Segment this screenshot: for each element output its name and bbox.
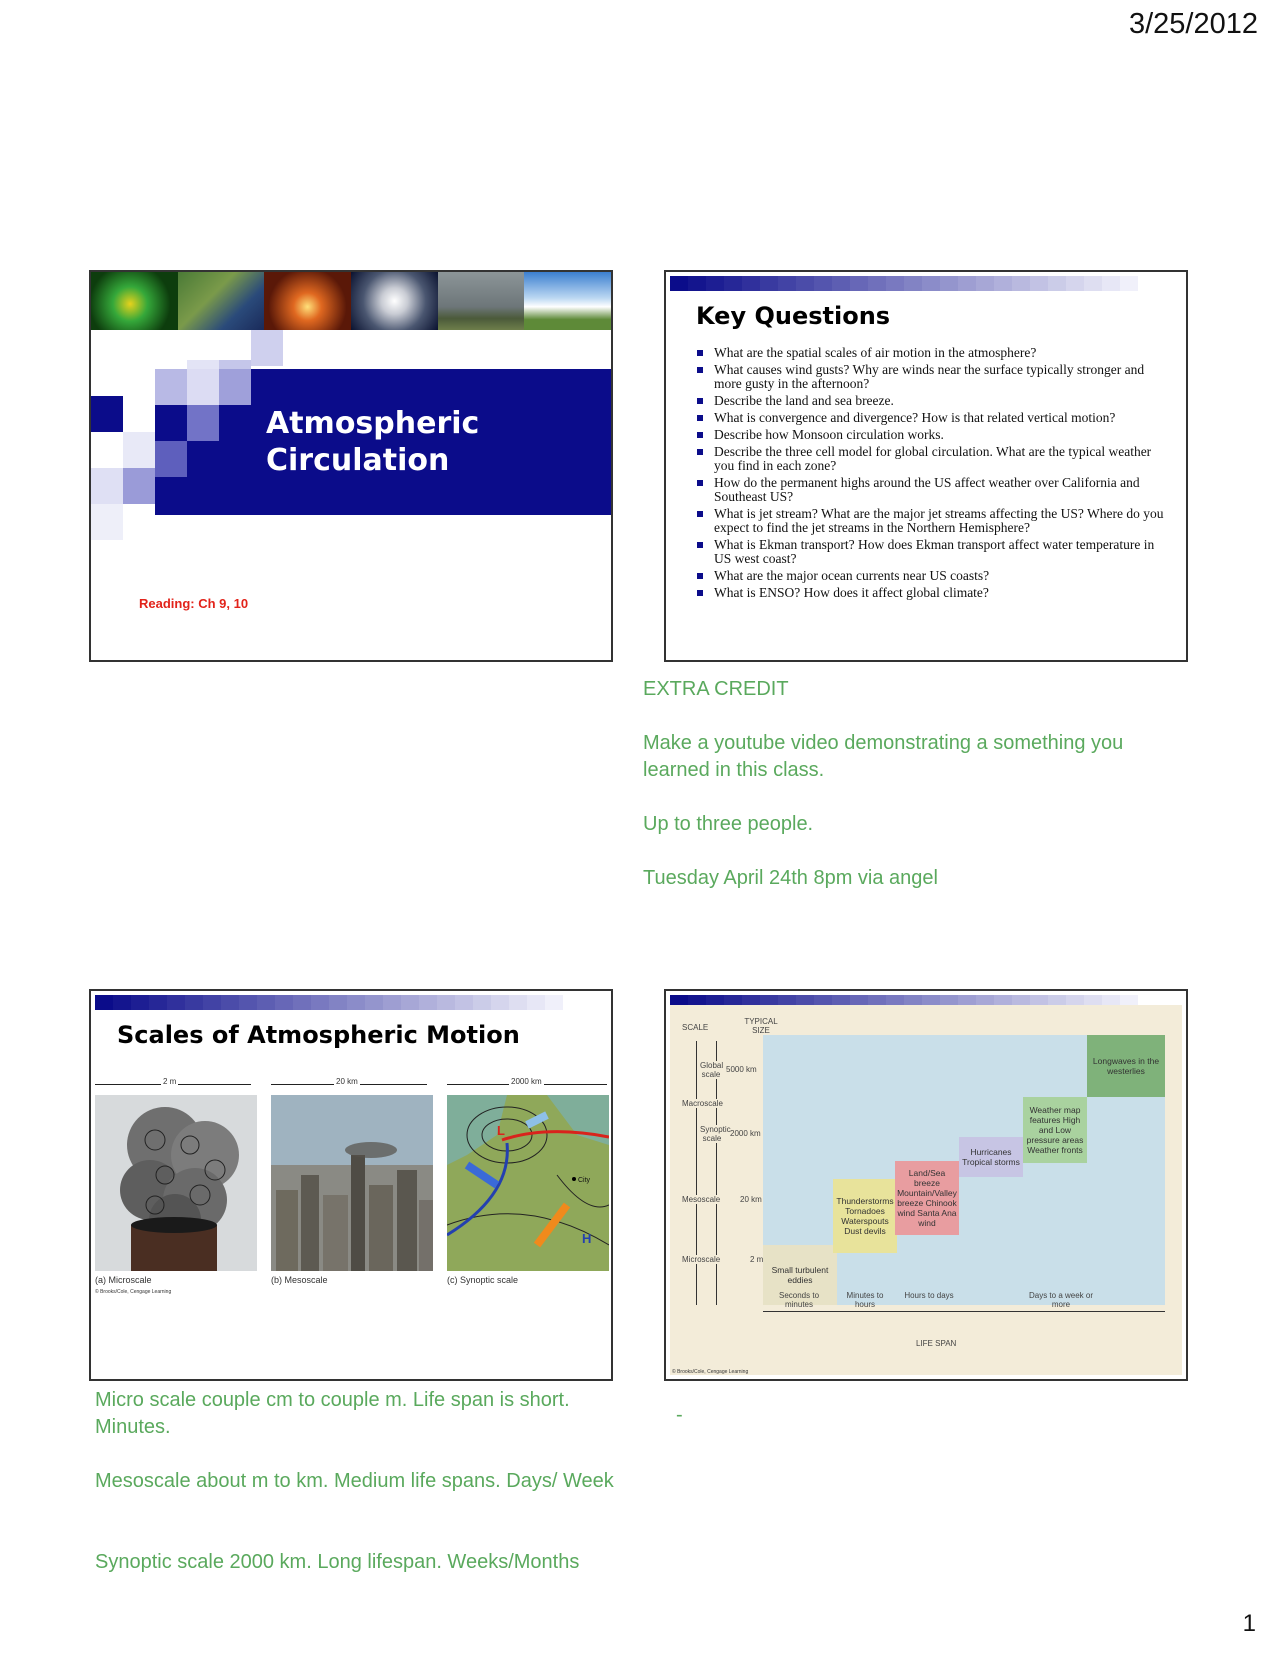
panel-caption: (a) Microscale (95, 1275, 152, 1285)
header-bar-segment (95, 995, 113, 1010)
radar-image (91, 272, 178, 330)
reading-text: Reading: Ch 9, 10 (139, 596, 249, 611)
slide-key-questions (664, 270, 1188, 662)
chart-box-small-eddies: Small turbulent eddies (763, 1245, 837, 1305)
row-label: Microscale (682, 1255, 721, 1264)
header-bar-segment (203, 995, 221, 1010)
map-city-label: City (578, 1177, 591, 1184)
chart-box-land-sea: Land/Sea breeze Mountain/Valley breeze Chinook wind Santa Ana wind (895, 1161, 959, 1235)
header-bar-segment (706, 276, 724, 291)
image-credit: © Brooks/Cole, Cengage Learning (95, 1289, 172, 1295)
title-line: Circulation (266, 443, 450, 478)
extra-credit-text: Make a youtube video demonstrating a something you learned in this class. (643, 732, 1124, 781)
panel-caption: (c) Synoptic scale (447, 1275, 519, 1285)
header-bar-segment (545, 995, 563, 1010)
header-bar-segment (455, 995, 473, 1010)
header-bar-segment (311, 995, 329, 1010)
header-bar-segment (131, 995, 149, 1010)
row-size: 2 m (750, 1255, 764, 1264)
satellite-map (178, 272, 265, 330)
header-bar-segment (760, 276, 778, 291)
slide-title-text (266, 405, 479, 479)
question-item: What is Ekman transport? How does Ekman transport affect water temperature in US west coast? (696, 538, 1166, 566)
question-item: What is ENSO? How does it affect global climate? (696, 586, 1166, 600)
header-bar-segment (742, 276, 760, 291)
chart-box-weather-map: Weather map features High and Low pressure areas Weather fronts (1023, 1097, 1087, 1163)
lightning-photo (264, 272, 351, 330)
header-bar-segment (275, 995, 293, 1010)
lifespan-label: Hours to days (904, 1291, 954, 1300)
question-item: What are the spatial scales of air motion in the atmosphere? (696, 346, 1166, 360)
mesoscale-image (271, 1095, 433, 1271)
header-bar-segment (1084, 276, 1102, 291)
weather-map-illustration (447, 1095, 609, 1271)
header-bar-segment (1030, 276, 1048, 291)
header-bar-segment (886, 276, 904, 291)
header-gradient-bar (670, 276, 1138, 298)
header-bar-segment (365, 995, 383, 1010)
header-bar-segment (958, 276, 976, 291)
chart-box-longwaves: Longwaves in the westerlies (1087, 1035, 1165, 1097)
chart-box-thunderstorms: Thunderstorms Tornadoes Waterspouts Dust devils (833, 1179, 897, 1253)
decor-square (123, 468, 155, 504)
typical-size-label: TYPICAL SIZE (744, 1017, 778, 1035)
scale-axis-label: SCALE (682, 1023, 709, 1032)
question-item: How do the permanent highs around the US affect weather over California and Southeast US? (696, 476, 1166, 504)
header-bar-segment (922, 276, 940, 291)
scale-label: 2000 km (511, 1077, 542, 1086)
row-label: Global scale (700, 1061, 724, 1079)
header-bar-segment (850, 276, 868, 291)
city-skyline-illustration (271, 1095, 433, 1271)
axis-line (696, 1041, 697, 1305)
decor-square (187, 369, 219, 405)
row-label: Synoptic scale (700, 1125, 731, 1143)
header-bar-segment (491, 995, 509, 1010)
question-list (696, 346, 1166, 603)
note-synoptic: Synoptic scale 2000 km. Long lifespan. Weeks/Months (95, 1551, 580, 1573)
header-bar-segment (832, 276, 850, 291)
decor-square (155, 369, 187, 405)
lifespan-label: Seconds to minutes (778, 1291, 820, 1309)
header-bar-segment (509, 995, 527, 1010)
header-bar-segment (437, 995, 455, 1010)
question-item: What is convergence and divergence? How is that related vertical motion? (696, 411, 1166, 425)
note-dash: - (676, 1404, 683, 1426)
extra-credit-deadline: Tuesday April 24th 8pm via angel (643, 867, 938, 889)
question-item: Describe the land and sea breeze. (696, 394, 1166, 408)
question-item: What are the major ocean currents near US coasts? (696, 569, 1166, 583)
hurricane-satellite (351, 272, 438, 330)
scale-label: 20 km (336, 1077, 358, 1086)
chart-box-hurricanes: Hurricanes Tropical storms (959, 1137, 1023, 1177)
photo-strip (91, 272, 611, 330)
header-bar-segment (347, 995, 365, 1010)
lifespan-label: Minutes to hours (846, 1291, 884, 1309)
image-credit: © Brooks/Cole, Cengage Learning (672, 1369, 749, 1375)
lifespan-title: LIFE SPAN (916, 1339, 957, 1348)
header-bar-segment (904, 276, 922, 291)
question-item: What is jet stream? What are the major jet streams affecting the US? Where do you expect to find the jet streams in the Northern Hemisphere? (696, 507, 1166, 535)
header-bar-segment (293, 995, 311, 1010)
lifespan-label: Days to a week or more (1028, 1291, 1094, 1309)
header-bar-segment (527, 995, 545, 1010)
decor-square (155, 441, 187, 477)
synoptic-map-image (447, 1095, 609, 1271)
question-item: Describe the three cell model for global circulation. What are the typical weather you find in each zone? (696, 445, 1166, 473)
lifespan-axis (763, 1311, 1165, 1312)
header-bar-segment (221, 995, 239, 1010)
header-bar-segment (329, 995, 347, 1010)
header-bar-segment (796, 276, 814, 291)
header-bar-segment (994, 276, 1012, 291)
note-mesoscale: Mesoscale about m to km. Medium life spans. Days/ Week (95, 1470, 614, 1492)
map-low-label: L (497, 1123, 505, 1138)
header-bar-segment (401, 995, 419, 1010)
slide-scale-chart (664, 989, 1188, 1381)
note-microscale: Micro scale couple cm to couple m. Life span is short. Minutes. (95, 1389, 570, 1438)
header-bar-segment (167, 995, 185, 1010)
decor-square (91, 504, 123, 540)
decor-square (123, 432, 155, 468)
scale-label: 2 m (163, 1077, 177, 1086)
header-bar-segment (149, 995, 167, 1010)
header-bar-segment (868, 276, 886, 291)
header-bar-segment (113, 995, 131, 1010)
page-date: 3/25/2012 (1128, 8, 1258, 40)
header-bar-segment (724, 276, 742, 291)
slide-scales (89, 989, 613, 1381)
header-bar-segment (1102, 276, 1120, 291)
header-bar-segment (976, 276, 994, 291)
decor-square (219, 369, 251, 405)
decor-square (251, 330, 283, 366)
header-bar-segment (257, 995, 275, 1010)
header-bar-segment (778, 276, 796, 291)
decor-square (91, 396, 123, 432)
header-bar-segment (185, 995, 203, 1010)
extra-credit-heading: EXTRA CREDIT (643, 678, 789, 700)
question-item: What causes wind gusts? Why are winds near the surface typically stronger and more gusty in the afternoon? (696, 363, 1166, 391)
header-bar-segment (1066, 276, 1084, 291)
header-bar-segment (473, 995, 491, 1010)
header-bar-segment (688, 276, 706, 291)
header-bar-segment (940, 276, 958, 291)
row-size: 2000 km (730, 1129, 761, 1138)
header-gradient-bar (95, 995, 563, 1017)
header-bar-segment (670, 276, 688, 291)
question-item: Describe how Monsoon circulation works. (696, 428, 1166, 442)
header-bar-segment (239, 995, 257, 1010)
header-bar-segment (1012, 276, 1030, 291)
row-label: Mesoscale (682, 1195, 721, 1204)
axis-line (716, 1041, 717, 1305)
tornado-photo (438, 272, 525, 330)
smokestack-illustration (95, 1095, 257, 1271)
header-bar-segment (814, 276, 832, 291)
row-size: 20 km (740, 1195, 762, 1204)
slide-heading: Scales of Atmospheric Motion (117, 1021, 520, 1049)
panel-caption: (b) Mesoscale (271, 1275, 328, 1285)
title-line: Atmospheric (266, 406, 480, 441)
header-bar-segment (1048, 276, 1066, 291)
microscale-image (95, 1095, 257, 1271)
row-size: 5000 km (726, 1065, 757, 1074)
slide-title (89, 270, 613, 662)
header-bar-segment (419, 995, 437, 1010)
row-label: Macroscale (682, 1099, 723, 1108)
map-high-label: H (582, 1231, 592, 1246)
clouds-sky-photo (524, 272, 611, 330)
page-number: 1 (1242, 1610, 1256, 1637)
decor-square (91, 468, 123, 504)
header-bar-segment (383, 995, 401, 1010)
slide-heading: Key Questions (696, 302, 891, 330)
decor-square (187, 405, 219, 441)
header-bar-segment (1120, 276, 1138, 291)
extra-credit-people: Up to three people. (643, 813, 814, 835)
